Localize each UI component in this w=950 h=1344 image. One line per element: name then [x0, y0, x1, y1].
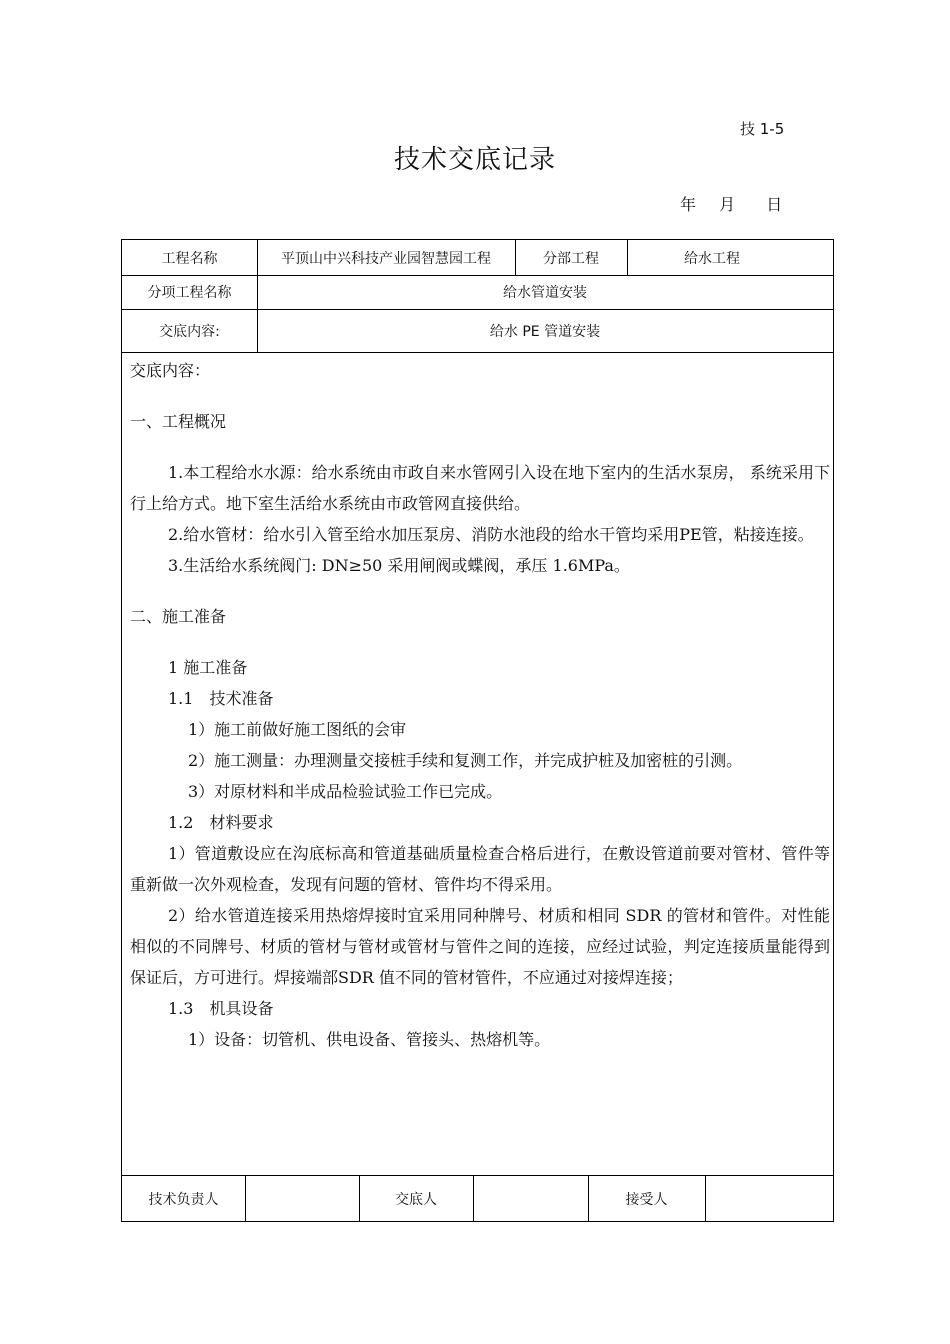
record-table [121, 239, 834, 1222]
disclosure-content [130, 355, 830, 1055]
paragraph: 2.给水管材：给水引入管至给水加压泵房、消防水池段的给水干管均采用PE管，粘接连接。 [168, 525, 814, 544]
form-code: 技 1-5 [740, 120, 785, 138]
subsection-heading: 1.3 机具设备 [168, 999, 274, 1018]
paragraph: 3.生活给水系统阀门: DN≥50 采用闸阀或蝶阀，承压 1.6MPa。 [168, 556, 630, 575]
receiver-signature-field[interactable] [705, 1175, 833, 1222]
date-month-label: 月 [719, 195, 736, 214]
list-item: 1）设备：切管机、供电设备、管接头、热熔机等。 [188, 1030, 551, 1049]
subitem-label: 分项工程名称 [147, 285, 232, 301]
disclosure-label: 交底内容: [159, 323, 220, 340]
discloser-signature-field[interactable] [473, 1175, 588, 1222]
subsection-heading: 1 施工准备 [168, 658, 248, 677]
project-name-value: 平顶山中兴科技产业园智慧园工程 [281, 250, 491, 267]
paragraph: 1.本工程给水水源：给水系统由市政自来水管网引入设在地下室内的生活水泵房， 系统采用下行上给方式。地下室生活给水系统由市政管网直接供给。 [130, 463, 830, 513]
tech-lead-signature-field[interactable] [245, 1175, 359, 1222]
list-item: 2）施工测量：办理测量交接桩手续和复测工作，并完成护桩及加密桩的引测。 [188, 751, 743, 770]
subitem-value: 给水管道安装 [503, 285, 587, 301]
subsection-heading: 1.1 技术准备 [168, 689, 274, 708]
date-line [680, 192, 782, 215]
discloser-label: 交底人 [395, 1191, 437, 1208]
list-item: 3）对原材料和半成品检验试验工作已完成。 [188, 782, 503, 801]
receiver-label: 接受人 [625, 1191, 668, 1208]
division-value: 给水工程 [684, 250, 740, 267]
paragraph: 2）给水管道连接采用热熔焊接时宜采用同种牌号、材质和相同 SDR 的管材和管件。对性能相似的不同牌号、材质的管材与管材或管材与管件之间的连接，应经过试验，判定连接质量能得到保证后，方可进行。焊接端部SDR 值不同的管材管件，不应通过对接焊连接； [130, 906, 830, 987]
row-divider [122, 352, 833, 353]
section-heading: 二、施工准备 [130, 607, 227, 626]
tech-lead-label: 技术负责人 [148, 1191, 219, 1208]
division-label: 分部工程 [543, 250, 599, 267]
content-intro: 交底内容： [130, 361, 211, 380]
disclosure-value: 给水 PE 管道安装 [489, 323, 601, 340]
date-day-label: 日 [766, 195, 783, 214]
paragraph: 1）管道敷设应在沟底标高和管道基础质量检查合格后进行，在敷设管道前要对管材、管件等重新做一次外观检查，发现有问题的管材、管件均不得采用。 [130, 844, 830, 894]
page-title: 技术交底记录 [393, 145, 556, 175]
date-year-label: 年 [680, 195, 697, 214]
subsection-heading: 1.2 材料要求 [168, 813, 274, 832]
project-name-label: 工程名称 [161, 250, 218, 267]
section-heading: 一、工程概况 [130, 412, 227, 431]
list-item: 1）施工前做好施工图纸的会审 [188, 720, 407, 739]
